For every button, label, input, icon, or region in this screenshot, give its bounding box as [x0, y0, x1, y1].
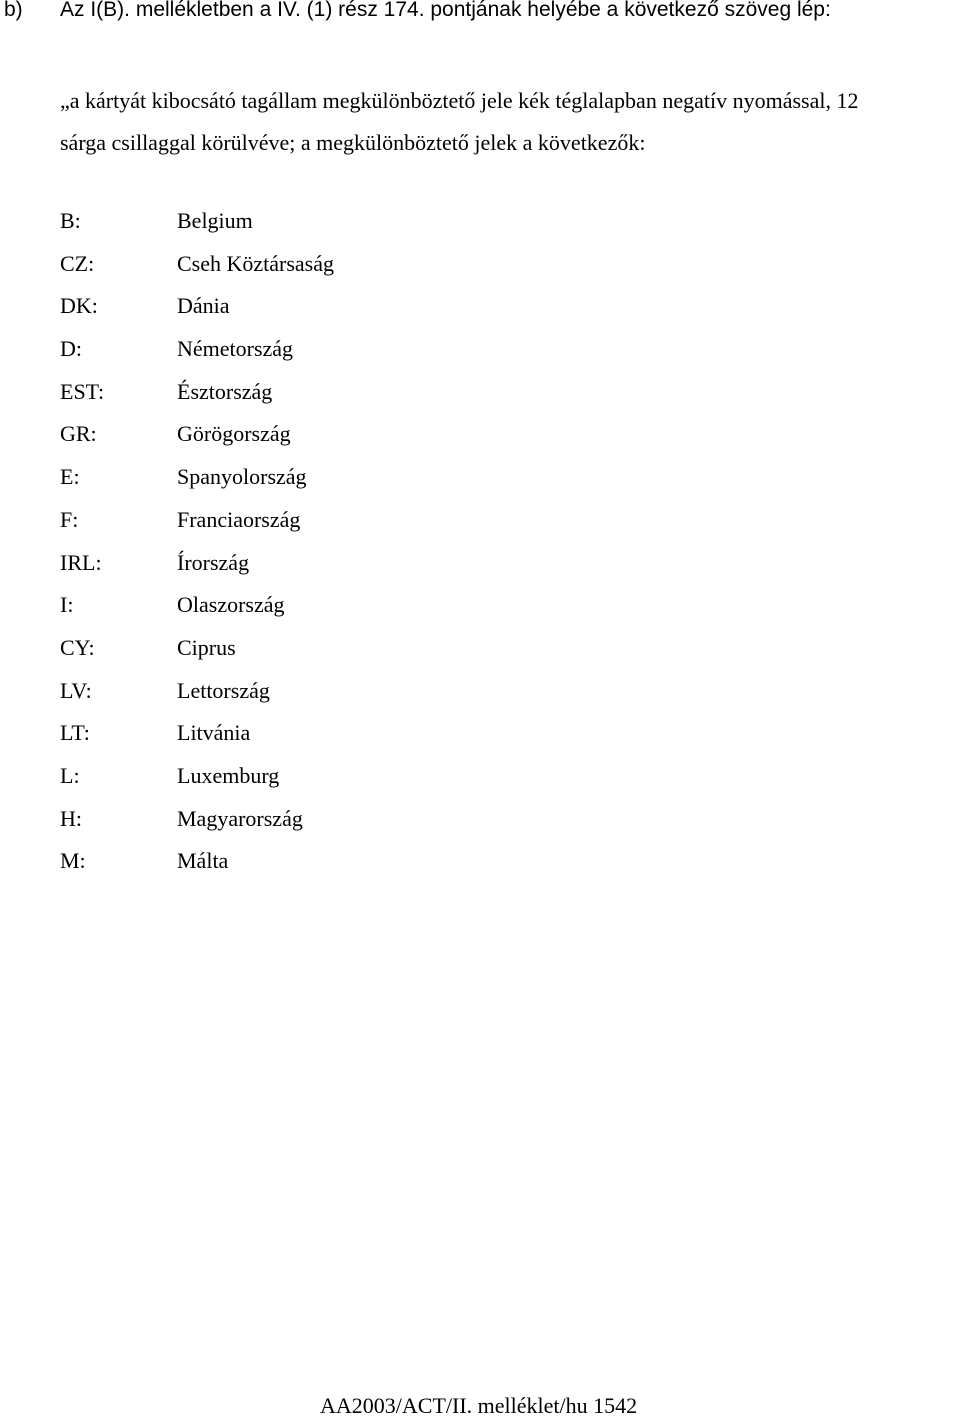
country-code: IRL:	[60, 549, 102, 575]
country-code-row	[60, 499, 660, 542]
country-code: EST:	[60, 378, 105, 404]
country-code-row	[60, 670, 660, 713]
country-code: GR:	[60, 421, 97, 447]
country-code: M:	[60, 848, 86, 874]
country-code-row	[60, 328, 660, 371]
country-name: Cseh Köztársaság	[177, 250, 335, 276]
country-code: CY:	[60, 634, 95, 660]
amendment-heading	[0, 0, 960, 30]
country-code-row	[60, 200, 660, 243]
quoted-paragraph-line-1: „a kártyát kibocsátó tagállam megkülönböztető jele kék téglalapban negatív nyomással, 12	[60, 88, 859, 113]
country-name: Luxemburg	[177, 762, 280, 788]
country-name: Észtország	[177, 378, 273, 404]
country-name: Litvánia	[177, 720, 251, 746]
country-code: E:	[60, 464, 80, 490]
country-code: LT:	[60, 720, 90, 746]
country-name: Dánia	[177, 293, 230, 319]
country-code: L:	[60, 762, 80, 788]
country-code-row	[60, 627, 660, 670]
country-name: Magyarország	[177, 805, 303, 831]
country-code-list	[60, 200, 660, 883]
country-code: H:	[60, 805, 82, 831]
country-code: I:	[60, 592, 74, 618]
amendment-instruction: Az I(B). mellékletben a IV. (1) rész 174. pontjának helyébe a következő szöveg lép:	[60, 0, 831, 21]
country-name: Lettország	[177, 677, 270, 703]
country-name: Belgium	[177, 208, 253, 233]
country-code: F:	[60, 506, 79, 532]
country-code: B:	[60, 208, 81, 233]
country-code-row	[60, 456, 660, 499]
country-code-row	[60, 584, 660, 627]
country-code: LV:	[60, 677, 92, 703]
country-code-row	[60, 542, 660, 585]
country-code-row	[60, 840, 660, 883]
quoted-paragraph-line-2: sárga csillaggal körülvéve; a megkülönböztető jelek a következők:	[60, 130, 646, 155]
country-code-row	[60, 755, 660, 798]
country-code-row	[60, 413, 660, 456]
country-name: Írország	[177, 549, 250, 575]
country-code-row	[60, 798, 660, 841]
page-footer: AA2003/ACT/II. melléklet/hu 1542	[320, 1393, 638, 1418]
country-name: Málta	[177, 848, 229, 874]
country-code-row	[60, 712, 660, 755]
country-code-row	[60, 285, 660, 328]
list-marker: b)	[4, 0, 23, 21]
country-code: CZ:	[60, 250, 95, 276]
country-name: Görögország	[177, 421, 291, 447]
country-code-row	[60, 243, 660, 286]
country-name: Németország	[177, 336, 294, 362]
country-name: Olaszország	[177, 592, 285, 618]
country-code: D:	[60, 336, 82, 362]
country-code: DK:	[60, 293, 98, 319]
country-name: Ciprus	[177, 634, 236, 660]
country-name: Spanyolország	[177, 464, 307, 490]
country-code-row	[60, 371, 660, 414]
quoted-paragraph	[60, 80, 960, 164]
country-name: Franciaország	[177, 506, 301, 532]
